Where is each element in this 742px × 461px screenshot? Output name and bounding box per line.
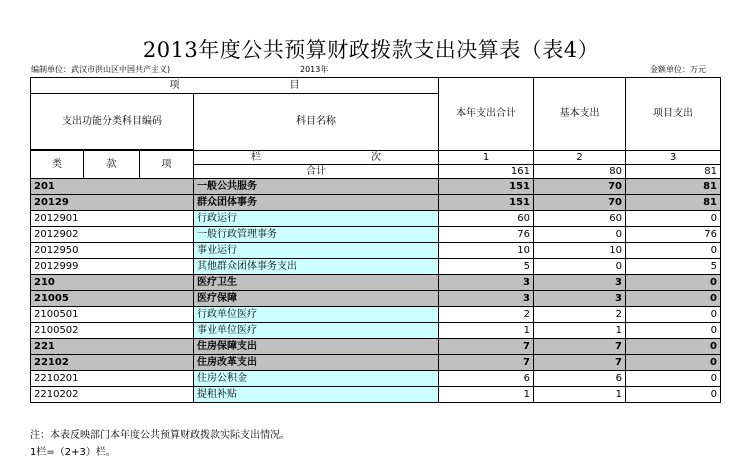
total-project: 81	[626, 165, 721, 179]
header-lei: 类	[31, 151, 84, 179]
table-row	[31, 275, 721, 291]
row-total: 7	[439, 339, 534, 355]
row-name: 住房保障支出	[194, 339, 439, 355]
row-project: 0	[626, 243, 721, 259]
row-name: 群众团体事务	[194, 195, 439, 211]
row-code: 22102	[31, 355, 194, 371]
row-total: 151	[439, 195, 534, 211]
footnote-1: 注：本表反映部门本年度公共预算财政拨款实际支出情况。	[30, 430, 290, 441]
row-project: 81	[626, 195, 721, 211]
row-project: 0	[626, 371, 721, 387]
table-row	[31, 307, 721, 323]
row-project: 0	[626, 339, 721, 355]
row-project: 76	[626, 227, 721, 243]
row-project: 0	[626, 291, 721, 307]
row-code: 210	[31, 275, 194, 291]
col-number-1: 1	[439, 151, 534, 165]
row-project: 0	[626, 275, 721, 291]
col-number-3: 3	[626, 151, 721, 165]
row-code: 2012901	[31, 211, 194, 227]
row-total: 3	[439, 275, 534, 291]
row-project: 0	[626, 323, 721, 339]
row-name: 一般公共服务	[194, 179, 439, 195]
table-row	[31, 259, 721, 275]
header-name: 科目名称	[194, 94, 439, 151]
row-project: 81	[626, 179, 721, 195]
row-basic: 2	[534, 307, 626, 323]
row-code: 21005	[31, 291, 194, 307]
row-total: 2	[439, 307, 534, 323]
row-total: 76	[439, 227, 534, 243]
header-item-group: 项 目	[31, 78, 439, 94]
table-row	[31, 371, 721, 387]
table-row	[31, 179, 721, 195]
footnote-2: 1栏=（2+3）栏。	[30, 447, 116, 458]
table-body	[31, 78, 721, 403]
row-code: 221	[31, 339, 194, 355]
table-row	[31, 355, 721, 371]
row-basic: 10	[534, 243, 626, 259]
row-project: 0	[626, 387, 721, 403]
header-xiang: 项	[140, 151, 194, 179]
row-name: 住房公积金	[194, 371, 439, 387]
row-basic: 3	[534, 291, 626, 307]
header-lan-ci: 栏 次	[194, 151, 439, 165]
row-name: 行政运行	[194, 211, 439, 227]
row-code: 201	[31, 179, 194, 195]
row-basic: 1	[534, 387, 626, 403]
row-code: 2012999	[31, 259, 194, 275]
row-name: 医疗卫生	[194, 275, 439, 291]
total-amount: 161	[439, 165, 534, 179]
row-name: 其他群众团体事务支出	[194, 259, 439, 275]
row-total: 1	[439, 387, 534, 403]
col-number-2: 2	[534, 151, 626, 165]
header-code: 支出功能分类科目编码	[31, 94, 194, 150]
row-basic: 70	[534, 195, 626, 211]
row-total: 5	[439, 259, 534, 275]
table-row	[31, 227, 721, 243]
table-row	[31, 243, 721, 259]
total-label: 合计	[194, 165, 439, 179]
row-name: 住房改革支出	[194, 355, 439, 371]
row-project: 0	[626, 307, 721, 323]
row-name: 事业单位医疗	[194, 323, 439, 339]
header-project: 项目支出	[626, 78, 721, 151]
header-kuan: 款	[84, 151, 140, 179]
row-basic: 7	[534, 339, 626, 355]
row-code: 2012950	[31, 243, 194, 259]
row-basic: 70	[534, 179, 626, 195]
report-year: 2013年	[300, 65, 329, 74]
row-name: 医疗保障	[194, 291, 439, 307]
page-title: 2013年度公共预算财政拨款支出决算表（表4）	[142, 38, 600, 62]
row-project: 0	[626, 355, 721, 371]
header-basic: 基本支出	[534, 78, 626, 151]
row-code: 2012902	[31, 227, 194, 243]
table-row	[31, 195, 721, 211]
row-code: 2210201	[31, 371, 194, 387]
header-total: 本年支出合计	[439, 78, 534, 151]
row-code: 2100502	[31, 323, 194, 339]
row-basic: 0	[534, 259, 626, 275]
table-row	[31, 339, 721, 355]
row-total: 1	[439, 323, 534, 339]
row-basic: 7	[534, 355, 626, 371]
row-total: 7	[439, 355, 534, 371]
row-total: 10	[439, 243, 534, 259]
total-basic: 80	[534, 165, 626, 179]
table-row	[31, 323, 721, 339]
table-row	[31, 291, 721, 307]
row-name: 行政单位医疗	[194, 307, 439, 323]
row-name: 事业运行	[194, 243, 439, 259]
compiling-unit: 编制单位：武汉市洪山区中国共产主义)	[31, 65, 171, 74]
row-basic: 3	[534, 275, 626, 291]
row-total: 151	[439, 179, 534, 195]
table-row	[31, 211, 721, 227]
row-project: 5	[626, 259, 721, 275]
row-code: 20129	[31, 195, 194, 211]
row-basic: 6	[534, 371, 626, 387]
row-code: 2210202	[31, 387, 194, 403]
row-project: 0	[626, 211, 721, 227]
row-name: 一般行政管理事务	[194, 227, 439, 243]
row-basic: 1	[534, 323, 626, 339]
expenditure-table	[30, 77, 721, 403]
row-total: 3	[439, 291, 534, 307]
row-basic: 0	[534, 227, 626, 243]
table-row	[31, 387, 721, 403]
row-total: 60	[439, 211, 534, 227]
amount-unit: 金额单位：万元	[650, 65, 706, 74]
row-name: 提租补贴	[194, 387, 439, 403]
row-code: 2100501	[31, 307, 194, 323]
row-basic: 60	[534, 211, 626, 227]
row-total: 6	[439, 371, 534, 387]
